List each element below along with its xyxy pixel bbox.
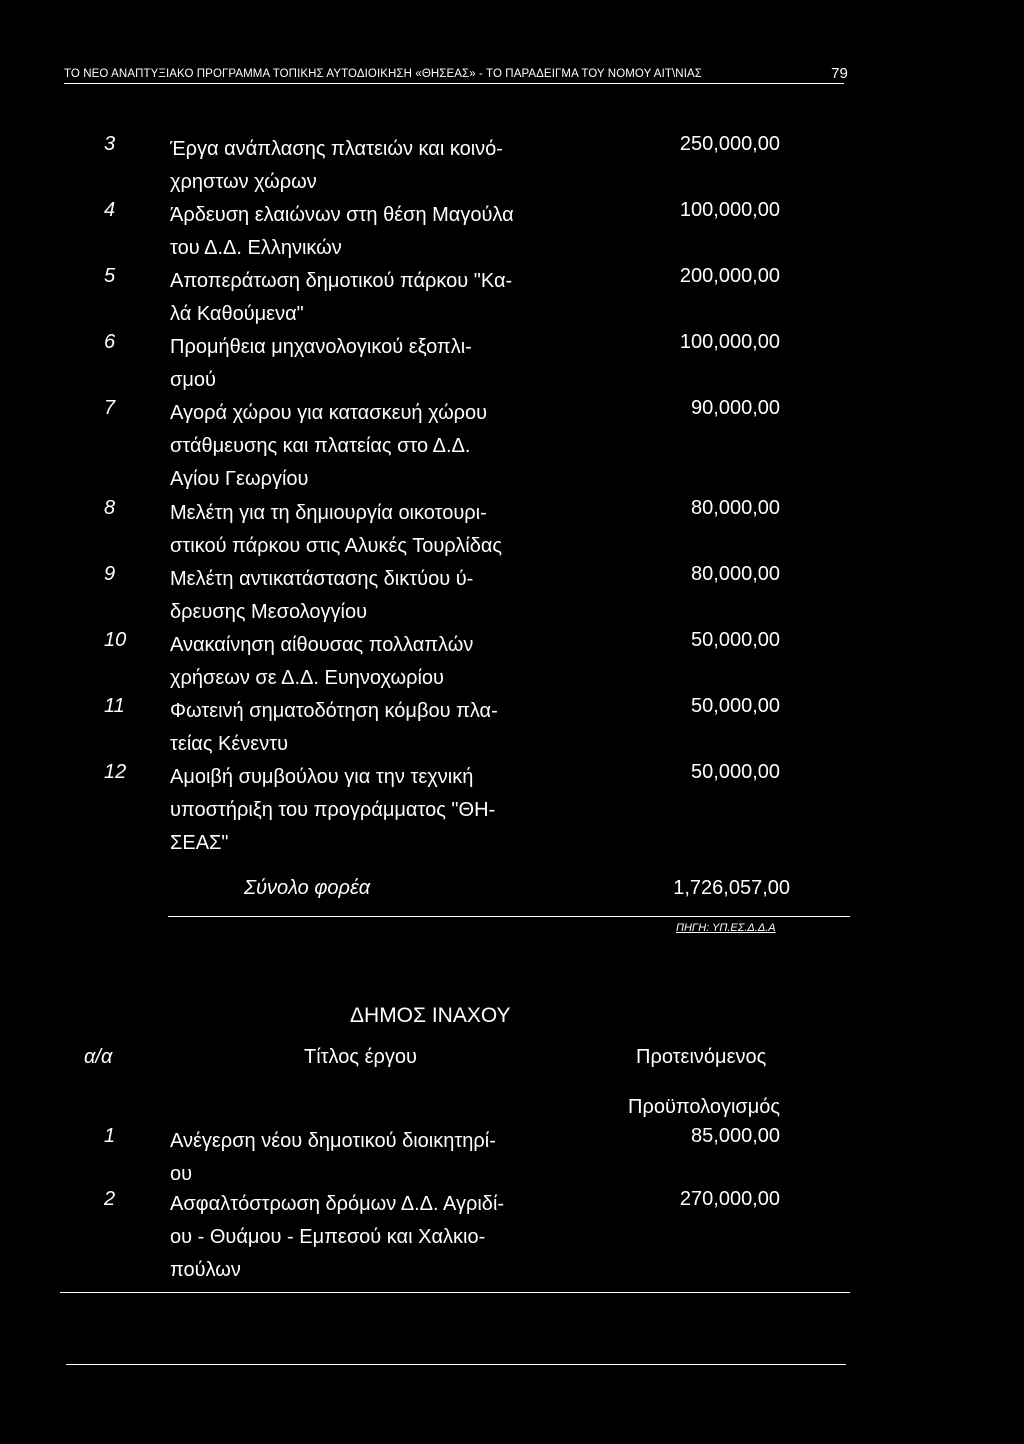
project-title-line: Ανακαίνηση αίθουσας πολλαπλών xyxy=(170,634,474,656)
project-title xyxy=(170,629,590,695)
project-title-line: σμού xyxy=(170,369,216,391)
project-title-line: ΣΕΑΣ" xyxy=(170,832,229,854)
project-title-line: Αγορά χώρου για κατασκευή χώρου xyxy=(170,402,488,424)
page-number: 79 xyxy=(831,65,848,82)
project-title-line: υποστήριξη του προγράμματος "ΘΗ- xyxy=(170,799,496,821)
project-title-line: τείας Κένεντυ xyxy=(170,733,289,755)
footer-rule xyxy=(66,1364,846,1365)
project-amount: 250,000,00 xyxy=(679,133,780,155)
source-note: ΠΗΓΗ: ΥΠ.ΕΣ.Δ.Δ.Α xyxy=(676,922,776,934)
project-title-line: Αποπεράτωση δημοτικού πάρκου "Κα- xyxy=(170,270,513,292)
project-title xyxy=(170,761,590,860)
row-number: 8 xyxy=(104,497,116,519)
project-amount: 100,000,00 xyxy=(679,331,780,353)
project-title xyxy=(170,1188,590,1287)
table-bottom-rule xyxy=(60,1292,850,1293)
project-title-line: Ανέγερση νέου δημοτικού διοικητηρί- xyxy=(170,1130,496,1152)
project-amount: 100,000,00 xyxy=(679,199,780,221)
project-amount: 80,000,00 xyxy=(691,563,780,585)
project-title-line: Έργα ανάπλασης πλατειών και κοινό- xyxy=(170,138,503,160)
project-title-line: χρηστων χώρων xyxy=(170,171,317,193)
project-title-line: δρευσης Μεσολογγίου xyxy=(170,601,368,623)
project-title xyxy=(170,1125,590,1191)
running-title: ΤΟ ΝΕΟ ΑΝΑΠΤΥΞΙΑΚΟ ΠΡΟΓΡΑΜΜΑ ΤΟΠΙΚΗΣ ΑΥΤΟΔΙΟΙΚΗΣΗ «ΘΗΣΕΑΣ» - ΤΟ ΠΑΡΑΔΕΙΓΜΑ ΤΟΥ ΝΟΜΟΥ ΑΙΤ\ΝΙΑΣ xyxy=(64,68,702,80)
row-number: 4 xyxy=(104,199,116,221)
row-number: 10 xyxy=(104,629,127,651)
row-number: 3 xyxy=(104,133,116,155)
project-title-line: Αγίου Γεωργίου xyxy=(170,468,309,490)
project-amount: 50,000,00 xyxy=(691,629,780,651)
row-number: 5 xyxy=(104,265,116,287)
project-title-line: στικού πάρκου στις Αλυκές Τουρλίδας xyxy=(170,535,503,557)
project-title-line: Προμήθεια μηχανολογικού εξοπλι- xyxy=(170,336,472,358)
project-title xyxy=(170,133,590,199)
col-header-title: Τίτλος έργου xyxy=(304,1046,417,1068)
row-number: 12 xyxy=(104,761,127,783)
row-number: 1 xyxy=(104,1125,116,1147)
project-title-line: Άρδευση ελαιώνων στη θέση Μαγούλα xyxy=(170,204,514,226)
project-title xyxy=(170,397,590,496)
project-title-line: Αμοιβή συμβούλου για την τεχνική xyxy=(170,766,474,788)
row-number: 6 xyxy=(104,331,116,353)
project-amount: 90,000,00 xyxy=(691,397,780,419)
project-title-line: Ασφαλτόστρωση δρόμων Δ.Δ. Αγριδί- xyxy=(170,1193,505,1215)
project-title xyxy=(170,331,590,397)
project-amount: 50,000,00 xyxy=(691,695,780,717)
project-title-line: Φωτεινή σηματοδότηση κόμβου πλα- xyxy=(170,700,498,722)
table-rule xyxy=(168,916,850,917)
project-amount: 85,000,00 xyxy=(691,1125,780,1147)
total-label: Σύνολο φορέα xyxy=(244,877,371,899)
project-title-line: ου - Θυάμου - Εμπεσού και Χαλκιο- xyxy=(170,1226,486,1248)
project-amount: 200,000,00 xyxy=(679,265,780,287)
municipality-heading: ΔΗΜΟΣ ΙΝΑΧΟΥ xyxy=(350,1004,511,1027)
row-number: 2 xyxy=(104,1188,116,1210)
project-title xyxy=(170,563,590,629)
project-title-line: ου xyxy=(170,1163,193,1185)
project-title xyxy=(170,497,590,563)
row-number: 7 xyxy=(104,397,116,419)
col-header-budget-1: Προτεινόμενος xyxy=(636,1046,767,1068)
project-title-line: του Δ.Δ. Ελληνικών xyxy=(170,237,342,259)
project-title-line: πούλων xyxy=(170,1259,241,1281)
project-title-line: λά Καθούμενα" xyxy=(170,303,304,325)
project-title xyxy=(170,199,590,265)
project-title-line: Μελέτη για τη δημιουργία οικοτουρι- xyxy=(170,502,487,524)
project-title-line: στάθμευσης και πλατείας στο Δ.Δ. xyxy=(170,435,471,457)
project-title xyxy=(170,265,590,331)
row-number: 9 xyxy=(104,563,116,585)
col-header-number: α/α xyxy=(84,1046,113,1068)
project-amount: 50,000,00 xyxy=(691,761,780,783)
total-amount: 1,726,057,00 xyxy=(673,877,790,899)
project-amount: 80,000,00 xyxy=(691,497,780,519)
project-amount: 270,000,00 xyxy=(679,1188,780,1210)
row-number: 11 xyxy=(104,695,125,717)
col-header-budget-2: Προϋπολογισμός xyxy=(628,1096,781,1118)
running-header xyxy=(64,65,848,84)
project-title-line: Μελέτη αντικατάστασης δικτύου ύ- xyxy=(170,568,474,590)
project-title xyxy=(170,695,590,761)
project-title-line: χρήσεων σε Δ.Δ. Ευηνοχωρίου xyxy=(170,667,444,689)
